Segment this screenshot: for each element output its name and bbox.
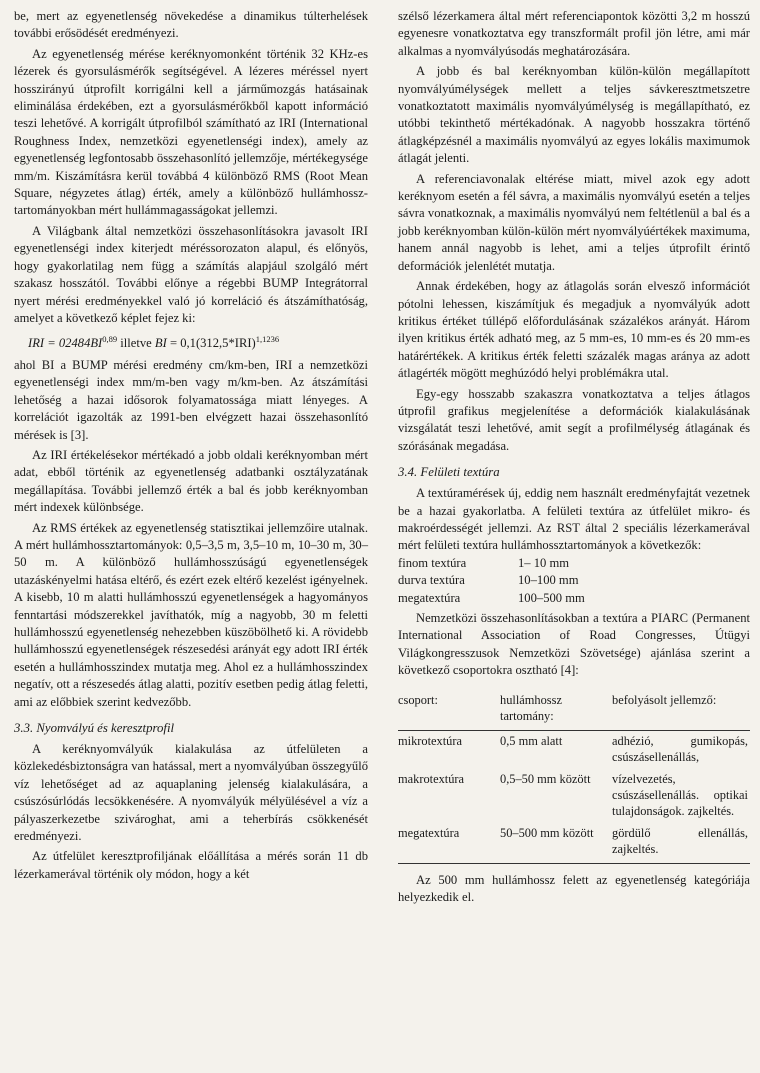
formula-bi: BI xyxy=(154,336,167,351)
table-cell: megatextúra xyxy=(398,823,500,864)
formula-exponent: 0,89 xyxy=(102,334,118,345)
table-row xyxy=(398,730,750,769)
list-item: durva textúra 10–100 mm xyxy=(398,573,579,588)
table-header: befolyásolt jellemző: xyxy=(612,692,750,731)
table-cell: makrotextúra xyxy=(398,771,465,786)
list-item: megatextúra 100–500 mm xyxy=(398,590,585,605)
section-heading: 3.4. Felületi textúra xyxy=(398,465,500,480)
section-heading: 3.3. Nyomvályú és keresztprofil xyxy=(14,721,175,736)
paragraph: A Világbank által nemzetközi összehasonlításokra javasolt IRI egyenetlenségi index kiterjedt méréssorozaton alapul, és előnyös, hogy gyakorlatilag nem függ a számítás alapjául szolgáló mért szakasz hosszától. További előnye a régebbi BUMP Integrátorral nyert mérési eredményekkel való jó korreláció és átszámíthatóság, amelyet a következő képlet fejez ki: xyxy=(14,223,368,325)
table-header: csoport: xyxy=(398,692,500,731)
paragraph: Az 500 mm hullámhossz felett az egyenetlenség kategóriája helyezkedik el. xyxy=(398,872,750,905)
table-cell: vízelvezetés, csúszásellenállás. optikai tulajdonságok. zajkeltés. xyxy=(612,771,748,818)
paragraph: A referenciavonalak eltérése miatt, mivel azok egy adott keréknyom esetén a fél sávra, a maximális nyomvályú esetén a teljes sávra vonatkoznak, a maximális nyomvályú nem feltétlenül a bal és a jobb keréknyomban külön-külön mért nyomvályúértékek maximuma, hanem annál nagyobb is lehet, ami a teljes útprofilt érintő deformációk jelenlétét mutatja. xyxy=(398,171,750,273)
left-column xyxy=(14,8,368,883)
table-cell: mikrotextúra xyxy=(398,733,462,748)
iri-formula xyxy=(28,331,368,353)
paragraph: be, mert az egyenetlenség növekedése a dinamikus túlterhelések további erősödését eredményezi. xyxy=(14,9,368,41)
paragraph: Az egyenetlenség mérése keréknyomonként történik 32 KHz-es lézerek és gyorsulásmérők segítségével. A lézeres méréssel nyert hosszirányú útprofilt korrigálni kell a járműmozgás hatásainak eliminálása érdekében, ezt a gyorsulásmérőkből kapott információ teszi lehetővé. A korrigált útprofilból számítható az IRI (International Roughness Index, nemzetközi egyenetlenségi index), amely az egyenetlenség legfontosabb összehasonlító jellemzője, mértékegysége mm/m. Kiszámításra kerül továbbá 4 különböző RMS (Root Mean Square, négyzetes átlag) érték, amely a különböző hullámhossz-tartományokban mért hullámmagasságokat jellemzi. xyxy=(14,46,368,218)
paragraph: Nemzetközi összehasonlításokban a textúra a PIARC (Permanent International Association of Road Congresses, Útügyi Világkongresszusok Nemzetközi Szövetsége) ajánlása szerint a következő csoportokra osztható [4]: xyxy=(398,611,750,678)
table-row xyxy=(398,823,750,864)
formula-lhs: IRI = 02484BI xyxy=(28,336,103,351)
table-header-row xyxy=(398,692,750,731)
paragraph: ahol BI a BUMP mérési eredmény cm/km-ben, IRI a nemzetközi egyenetlenségi index mm/m-ben vagy m/km-ben. Az átszámítási lehetőség a hazai idősorok folyamatossága miatt lényeges. A korrelációt igazolták az 1991-ben elvégzett hazai összehasonlító mérések is [3]. xyxy=(14,357,368,442)
table-cell: adhézió, gumikopás, csúszásellenállás, xyxy=(612,733,748,764)
list-item: finom textúra 1– 10 mm xyxy=(398,555,570,570)
paragraph: A keréknyomvályúk kialakulása az útfelületen a közlekedésbiztonságra van hatással, mert a nyomvályúban összegyűlő víz lehetőséget ad az aquaplaning jelenség kialakulására, a csúszósúrlódás lecsökkenésére. A nyomvályúk mélyülésével a víz a pályaszerkezetbe szivároghat, ami a teherbírás csökkenését eredményezi. xyxy=(14,742,368,844)
table-cell: gördülő ellenállás, zajkeltés. xyxy=(612,823,750,864)
formula-exponent: 1,1236 xyxy=(255,334,280,345)
table-header: hullámhossz tartomány: xyxy=(500,692,612,731)
paragraph: Az útfelület keresztprofiljának előállítása a mérés során 11 db lézerkamerával történik oly módon, hogy a két xyxy=(14,849,368,881)
table-cell: 0,5–50 mm között xyxy=(500,771,591,786)
formula-rhs: = 0,1(312,5*IRI) xyxy=(166,336,256,351)
paragraph: A jobb és bal keréknyomban külön-külön megállapított nyomvályúmélységek mellett a teljes sávkeresztmetszetre vonatkoztatott maximális nyomvályúmélység is megállapítható, ez utóbbi tekinthető mértékadónak. A nagyobb hosszakra történő átlagképzésnél a maximális nyomvályú az egyes lokális maximumok átlagát jelenti. xyxy=(398,64,750,166)
table-cell: 0,5 mm alatt xyxy=(500,733,563,748)
paragraph: Az RMS értékek az egyenetlenség statisztikai jellemzőire utalnak. A mért hullámhossztartományok: 0,5–3,5 m, 3,5–10 m, 10–30 m, 30–50 m. A különböző hullámhosszúságú egyenetlenségek utazáskényelmi hatása eltérő, és ezért ezek eltérő kezelést igényelnek. A kisebb, 10 m alatti hullámhosszú egyenetlenségek a hagyományos fenntartási módszerekkel javíthatók, míg a nagyobb, 30 m feletti hullámhosszú egyenetlenség nehezebben küszöbölhető ki. A rövidebb hullámhosszú egyenetlenségek részesedési arányát egy adott IRI érték esetén a hullámhosszindex mutatja meg. Ahol ez a hullámhosszindex negatív, ott a részesedés átlag alatti, pozitív esetben pedig átlag feletti, ami az előbbiek szerint kedvezőbb. xyxy=(14,520,368,709)
paragraph: szélső lézerkamera által mért referenciapontok közötti 3,2 m hosszú egyenesre vonatkoztatva egy transzformált profil jön létre, ami már alkalmas a nyomvályúsodás meghatározására. xyxy=(398,9,750,58)
table-cell: 50–500 mm között xyxy=(500,823,612,864)
paragraph: Az IRI értékelésekor mértékadó a jobb oldali keréknyomban mért adat, ebből történik az egyenetlenség adatbanki osztályzatának megállapítása. További jellemző érték a bal és jobb keréknyomban mért indexek különbsége. xyxy=(14,447,368,515)
paragraph: Annak érdekében, hogy az átlagolás során elvesző információt pótolni lehessen, kiszámítjuk és megadjuk a nyomvályúk adott kritikus értéket túllépő előfordulásának százalékos arányát. Három ilyen kritikus érték adható meg, az 5 mm-es, 10 mm-es és 20 mm-es határértékek. A kritikus érték feletti százalék magas aránya az adott átlagérték mögött meghúzódó helyi problémákra utal. xyxy=(398,279,750,381)
paragraph: Egy-egy hosszabb szakaszra vonatkoztatva a teljes átlagos útprofil grafikus megjelenítése a deformációk kialakulásának vizsgálatát teszi lehetővé, amit segít a profilmélység átlagának és szórásának megadása. xyxy=(398,386,750,453)
table-row xyxy=(398,769,750,823)
paragraph: A textúramérések új, eddig nem használt eredményfajtát vezetnek be a hazai gyakorlatba. A felületi textúra az útfelület mikro- és makroérdességét jellemzi. Az RST által 2 speciális lézerkamerával mért felületi textúra hullámhossztartományok a következők: xyxy=(398,486,750,553)
formula-connector: illetve xyxy=(117,336,155,351)
piarc-texture-table xyxy=(398,692,750,864)
texture-range-list xyxy=(398,555,750,607)
right-column xyxy=(398,8,750,906)
